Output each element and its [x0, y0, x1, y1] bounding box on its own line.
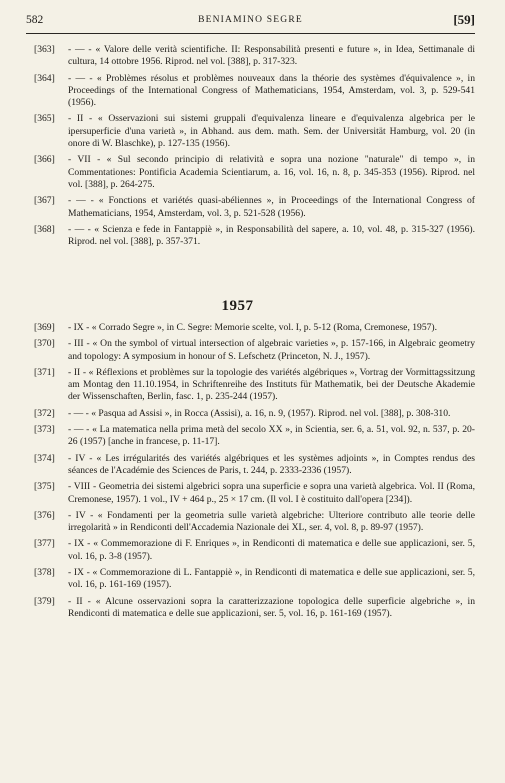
- entry-number: [376]: [34, 509, 55, 521]
- entry-number: [378]: [34, 567, 55, 579]
- entry-classification: - VII -: [68, 154, 107, 166]
- entry-citation: « Valore delle verità scientifiche. II: Responsabilità presenti e future », in Idea, Settimanale di cultura, 14 ottobre 1956. Riprod. nel vol. [388], p. 317-323.: [68, 44, 475, 68]
- entry-citation: « Osservazioni sui sistemi gruppali d'equivalenza lineare e d'equivalenza algebrica per le ipersuperficie d'una varietà », in Abhand. aus dem. math. Sem. der Universität Hamburg, vol. 20 (in onore di W. Blaschke), p. 127-135 (1956).: [68, 113, 475, 150]
- entry-classification: - — -: [68, 195, 99, 207]
- entry-citation: « Sul secondo principio di relatività e sopra una nozione "naturale" di tempo », in Commentationes: Pontificia Academia Scientiarum, a. 16, vol. 16, n. 8, p. 345-353 (1956). Riprod. nel vol. [388], p. 264-275.: [68, 154, 475, 190]
- entry-classification: - IX -: [68, 322, 92, 333]
- bibliography-entry: [34, 481, 475, 506]
- reference-number: [59]: [453, 12, 475, 27]
- entry-classification: - IV -: [68, 509, 98, 521]
- bibliography-entry: [34, 113, 475, 150]
- entry-citation: « Réflexions et problèmes sur la topologie des variétés algébriques », Vortrag der Vormittagssitzung am Montag den 11.10.1954, in Schriftenreihe des Instituts für Mathematik, bei der Deutsche Akademie der Wissenschaften, Berlin, fasc. 1, p. 235-244 (1957).: [68, 366, 475, 403]
- bibliography-entry: [34, 408, 475, 420]
- bibliography-entry: [34, 596, 475, 621]
- entry-classification: - — -: [68, 424, 93, 436]
- bibliography-list-1957: [34, 322, 475, 624]
- entry-classification: - — -: [68, 44, 96, 55]
- entry-citation: « Commemorazione di F. Enriques », in Rendiconti di matematica e delle sue applicazioni, ser. 5, vol. 16, p. 3-8 (1957).: [68, 538, 475, 562]
- entry-number: [371]: [34, 366, 55, 378]
- entry-number: [374]: [34, 452, 55, 464]
- bibliography-entry: [34, 322, 475, 334]
- page-header: [26, 14, 475, 32]
- entry-number: [367]: [34, 195, 55, 207]
- entry-number: [377]: [34, 538, 55, 550]
- entry-classification: - VIII -: [68, 481, 99, 493]
- bibliography-entry: [34, 538, 475, 563]
- bibliography-entry: [34, 195, 475, 220]
- entry-classification: - IX -: [68, 538, 94, 550]
- entry-number: [379]: [34, 595, 55, 607]
- entry-number: [363]: [34, 44, 55, 55]
- entry-classification: - — -: [68, 407, 92, 419]
- bibliography-entry: [34, 367, 475, 404]
- bibliography-entry: [34, 224, 475, 249]
- entry-citation: « Problèmes résolus et problèmes nouveaux dans la théorie des systèmes d'équivalence », in Proceedings of the International Congress of Mathematicians, 1954, Amsterdam, vol. 3, p. 529-541 (1956).: [68, 72, 475, 109]
- running-title: BENIAMINO SEGRE: [198, 15, 303, 25]
- entry-citation: « La matematica nella prima metà del secolo XX », in Scientia, ser. 6, a. 51, vol. 92, n. 537, p. 20-26 (1957) [anche in francese, p. 11-17].: [68, 424, 475, 448]
- entry-classification: - II -: [68, 366, 89, 378]
- bibliography-list-1956: [34, 44, 475, 252]
- entry-classification: - III -: [68, 338, 93, 350]
- entry-citation: « Scienza e fede in Fantappiè », in Responsabilità del sapere, a. 10, vol. 48, p. 315-327 (1956). Riprod. nel vol. [388], p. 357-371.: [68, 223, 475, 248]
- year-heading: 1957: [221, 298, 254, 314]
- bibliography-entry: [34, 73, 475, 110]
- entry-number: [370]: [34, 338, 55, 350]
- entry-number: [372]: [34, 407, 55, 419]
- page-number: 582: [26, 14, 44, 26]
- entry-number: [375]: [34, 481, 55, 493]
- entry-citation: « On the symbol of virtual intersection of algebraic varieties », p. 157-166, in Algebraic geometry and topology: A symposium in honour of S. Lefschetz (Princeton, N. J., 1957).: [68, 338, 475, 362]
- bibliography-entry: [34, 510, 475, 535]
- entry-number: [366]: [34, 154, 55, 166]
- entry-number: [373]: [34, 424, 55, 436]
- header-rule: [26, 33, 475, 34]
- entry-citation: « Fonctions et variétés quasi-abéliennes », in Proceedings of the International Congress of Mathematicians, 1954, Amsterdam, vol. 3, p. 521-528 (1956).: [68, 195, 475, 219]
- bibliography-entry: [34, 453, 475, 478]
- entry-number: [365]: [34, 113, 55, 125]
- bibliography-entry: [34, 154, 475, 191]
- entry-number: [369]: [34, 322, 55, 333]
- entry-citation: « Fondamenti per la geometria sulle varietà algebriche: Ulteriore contributo alle teorie delle irregolarità » in Rendiconti dell'Accademia Nazionale dei XL, ser. 4, vol. 8, p. 89-97 (1957).: [68, 509, 475, 534]
- entry-citation: « Commemorazione di L. Fantappiè », in Rendiconti di matematica e delle sue applicazioni, ser. 5, vol. 16, p. 161-169 (1957).: [68, 567, 475, 591]
- bibliography-entry: [34, 567, 475, 592]
- entry-citation: « Corrado Segre », in C. Segre: Memorie scelte, vol. I, p. 5-12 (Roma, Cremonese, 1957).: [91, 322, 438, 333]
- bibliography-entry: [34, 338, 475, 363]
- bibliography-entry: [34, 424, 475, 449]
- entry-number: [364]: [34, 72, 55, 84]
- entry-citation: « Pasqua ad Assisi », in Rocca (Assisi), a. 16, n. 9, (1957). Riprod. nel vol. [388], p. 308-310.: [91, 407, 451, 419]
- entry-classification: - — -: [68, 223, 95, 235]
- entry-classification: - IV -: [68, 452, 97, 464]
- entry-classification: - IX -: [68, 567, 93, 579]
- bibliography-entry: [34, 44, 475, 69]
- entry-number: [368]: [34, 223, 55, 235]
- entry-citation: « Les irrégularités des variétés algébriques et les systèmes adjoints », in Comptes rendus des séances de l'Académie des Sciences de Paris, t. 244, p. 2333-2336 (1957).: [68, 452, 475, 476]
- entry-classification: - II -: [68, 595, 96, 607]
- entry-citation: Geometria dei sistemi algebrici sopra una superficie e sopra una varietà algebrica. Vol. II (Roma, Cremonese, 1957). 1 vol., IV + 464 p., 25 × 17 cm. (Il vol. I è costituito dall'opera [234]).: [68, 481, 475, 505]
- entry-classification: - II -: [68, 113, 98, 125]
- entry-classification: - — -: [68, 72, 97, 84]
- entry-citation: « Alcune osservazioni sopra la caratterizzazione topologica delle superficie algebriche », in Rendiconti di matematica e delle sue applicazioni, ser. 5, vol. 16, p. 161-169 (1957).: [68, 595, 475, 619]
